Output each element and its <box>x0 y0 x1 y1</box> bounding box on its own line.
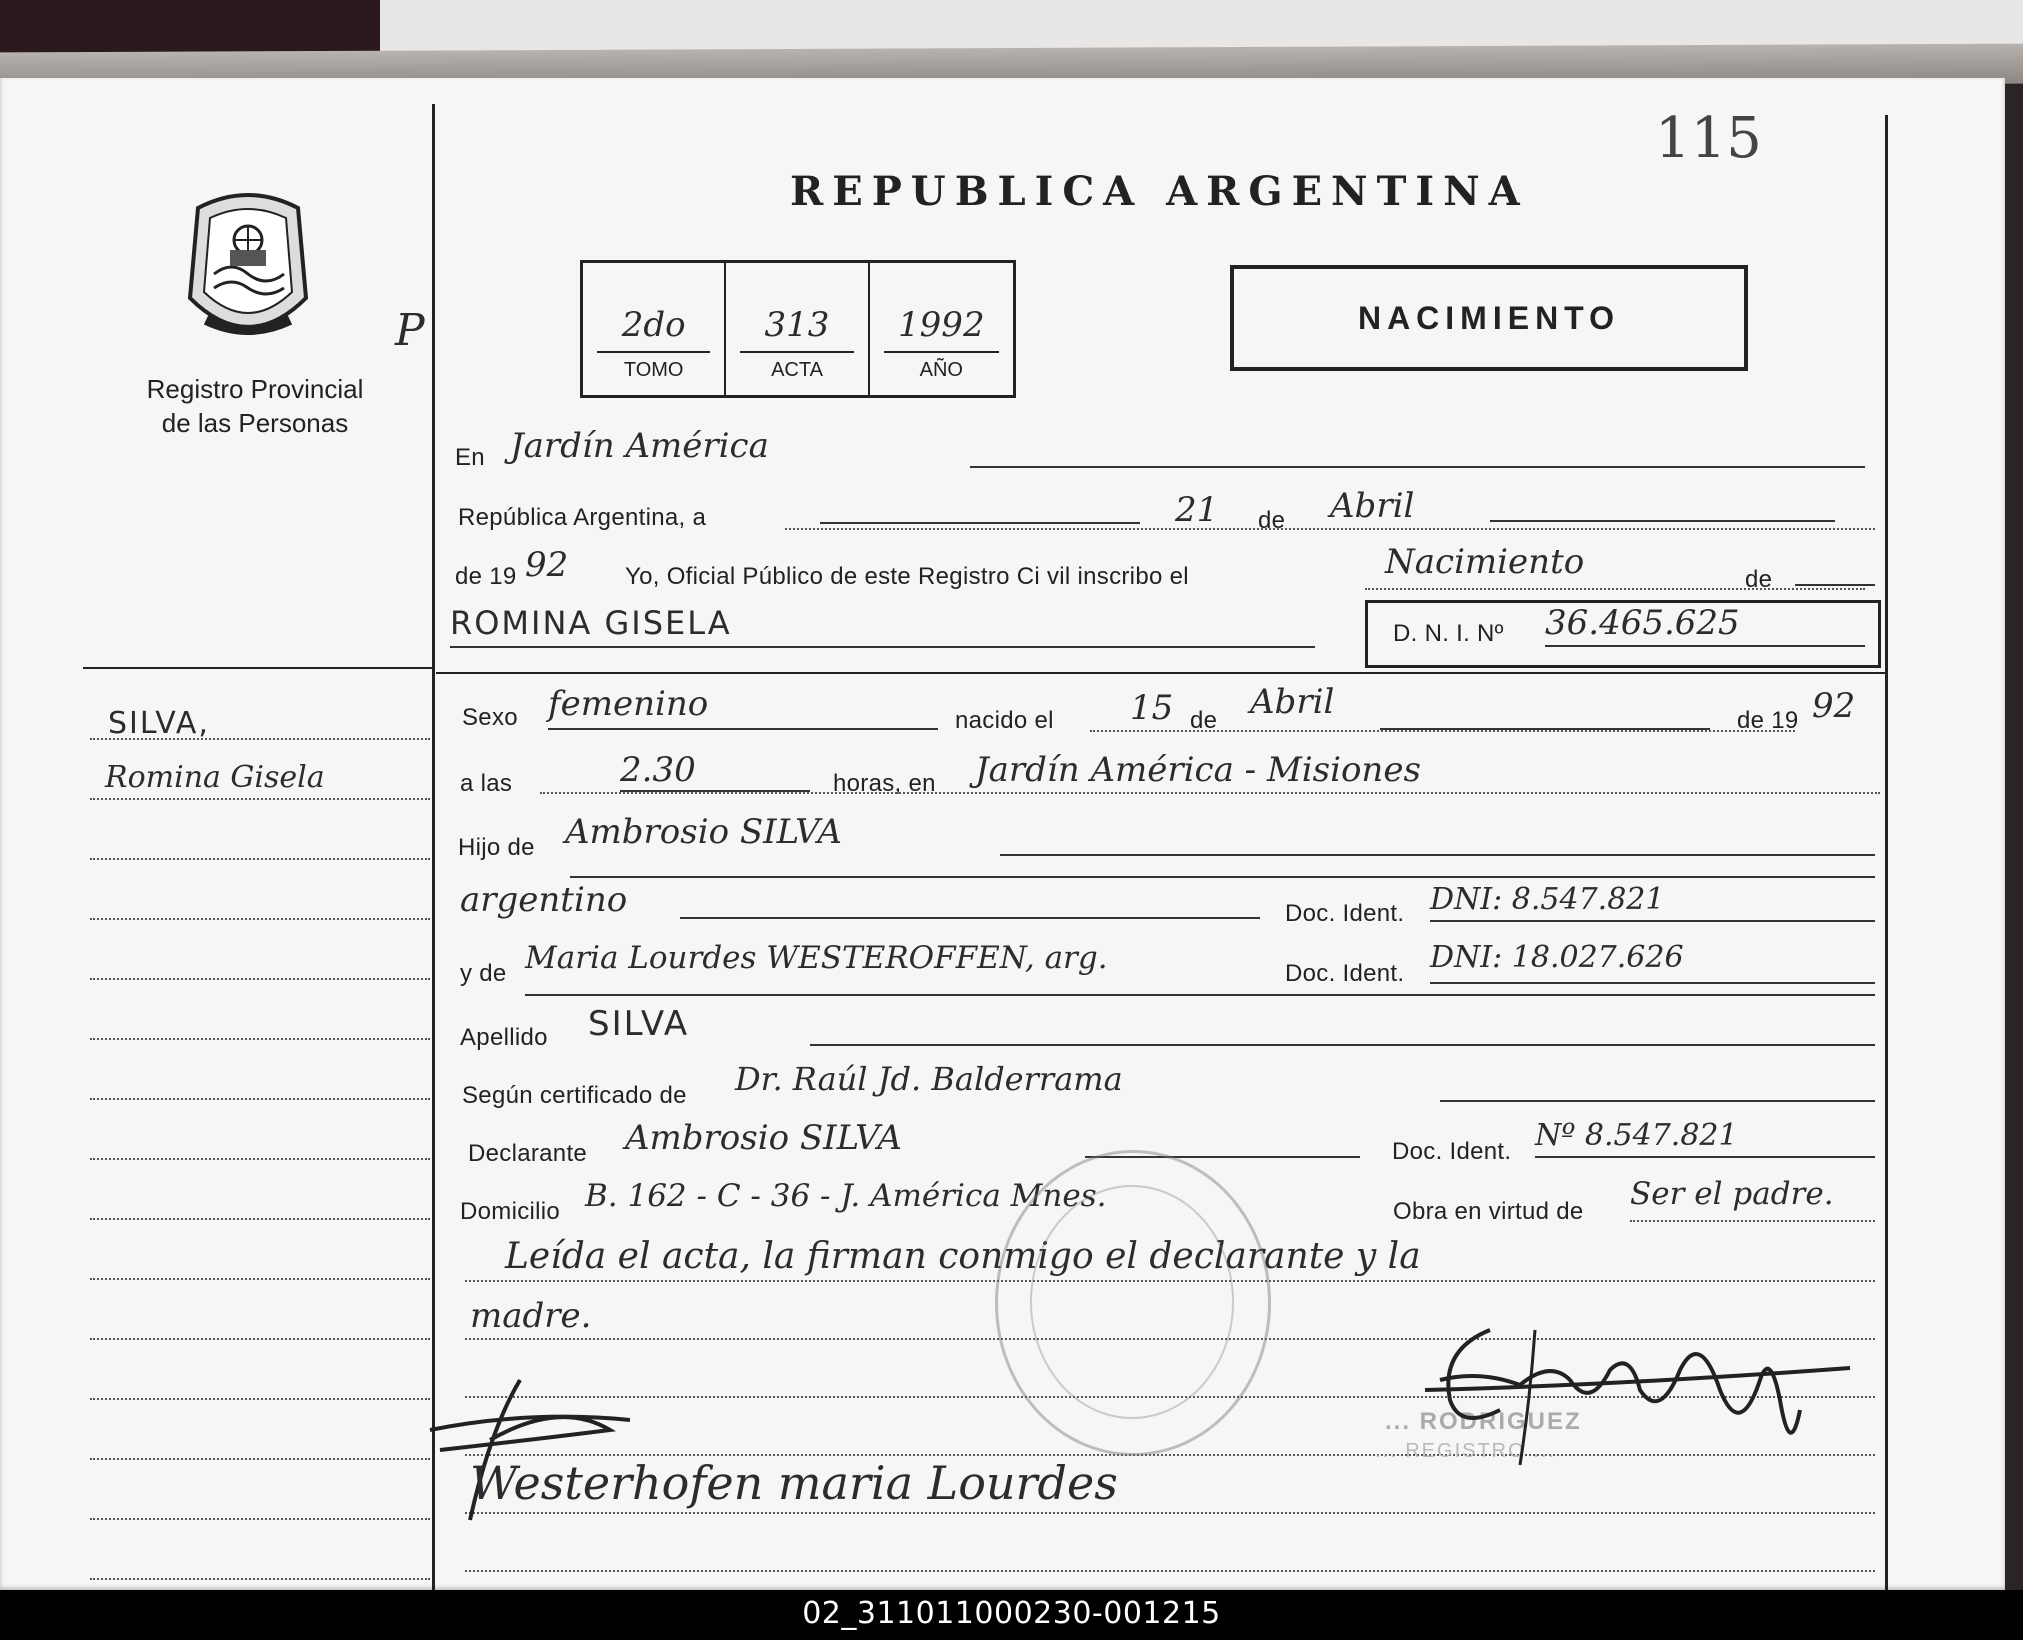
margin-line <box>90 1518 430 1520</box>
official-stamp-inner <box>1030 1185 1234 1419</box>
tomo-cell <box>583 263 726 395</box>
father-doc-value: DNI: 8.547.821 <box>1430 882 1665 917</box>
mother-doc-label: Doc. Ident. <box>1285 960 1405 987</box>
apellido-label: Apellido <box>460 1024 548 1051</box>
inscribo-value: Nacimiento <box>1385 542 1585 582</box>
dni-label: D. N. I. Nº <box>1393 620 1504 647</box>
nacido-label: nacido el <box>955 707 1054 734</box>
page-title: REPUBLICA ARGENTINA <box>790 168 1529 215</box>
domicilio-label: Domicilio <box>460 1198 561 1225</box>
father-doc-label: Doc. Ident. <box>1285 900 1405 927</box>
en-value: Jardín América <box>510 426 769 466</box>
margin-line <box>90 1338 430 1340</box>
anio-label: AÑO <box>919 359 963 381</box>
registrant-name: ROMINA GISELA <box>450 604 732 642</box>
registry-name <box>80 372 430 440</box>
inscribo-label: Yo, Oficial Público de este Registro Ci vil inscribo el <box>625 563 1189 590</box>
margin-line <box>90 1038 430 1040</box>
obra-label: Obra en virtud de <box>1393 1198 1584 1225</box>
obra-value: Ser el padre. <box>1630 1176 1834 1212</box>
registration-month: Abril <box>1330 486 1415 526</box>
acta-value: 313 <box>764 305 830 345</box>
record-type-box: NACIMIENTO <box>1230 265 1748 371</box>
hijo-label: Hijo de <box>458 834 535 861</box>
declarante-doc-value: Nº 8.547.821 <box>1535 1118 1738 1153</box>
folio-number: 115 <box>1655 106 1762 171</box>
dni-value: 36.465.625 <box>1545 603 1740 643</box>
registry-name-line1: Registro Provincial <box>146 374 364 404</box>
mother-doc-value: DNI: 18.027.626 <box>1430 940 1684 975</box>
tomo-value: 2do <box>621 305 686 345</box>
right-border <box>1885 115 1888 1590</box>
father-nationality: argentino <box>460 880 628 920</box>
birth-year: 92 <box>1812 686 1856 726</box>
official-name-seal: ... RODRIGUEZ <box>1385 1408 1582 1435</box>
margin-line <box>90 798 430 800</box>
margin-line <box>90 1458 430 1460</box>
de-label-3: de <box>1190 707 1218 734</box>
a-las-label: a las <box>460 770 513 797</box>
birth-year-prefix: de 19 <box>1737 707 1799 734</box>
de-label-2: de <box>1745 566 1773 593</box>
margin-line <box>90 1578 430 1580</box>
margin-line <box>90 1098 430 1100</box>
provincia-de-misiones-seal-icon <box>178 188 318 346</box>
margin-line <box>90 1398 430 1400</box>
margin-given-names: Romina Gisela <box>105 760 325 795</box>
margin-line <box>90 918 430 920</box>
margin-line <box>90 978 430 980</box>
margin-line <box>90 1158 430 1160</box>
registration-day: 21 <box>1175 490 1219 530</box>
birth-day: 15 <box>1130 688 1174 728</box>
body-line-1: Leída el acta, la firman conmigo el declarante y la <box>505 1236 1421 1277</box>
domicilio-value: B. 162 - C - 36 - J. América Mnes. <box>585 1178 1107 1214</box>
acta-label: ACTA <box>771 359 823 381</box>
y-de-label: y de <box>460 960 507 987</box>
declarante-value: Ambrosio SILVA <box>625 1118 902 1158</box>
apellido-value: SILVA <box>588 1004 690 1044</box>
horas-label: horas, en <box>833 770 936 797</box>
reference-mark: P <box>395 305 425 356</box>
body-line-2: madre. <box>470 1296 592 1336</box>
birth-hour: 2.30 <box>620 750 696 790</box>
birth-month: Abril <box>1250 682 1335 722</box>
official-title-seal: ... REGISTRO ... <box>1375 1440 1556 1462</box>
sexo-value: femenino <box>548 684 709 724</box>
official-signature-icon <box>1420 1290 1860 1470</box>
registration-year: 92 <box>525 545 569 585</box>
mother-name: Maria Lourdes WESTEROFFEN, arg. <box>525 940 1108 976</box>
declarante-doc-label: Doc. Ident. <box>1392 1138 1512 1165</box>
margin-header-rule <box>83 667 433 669</box>
father-name: Ambrosio SILVA <box>565 812 842 852</box>
en-label: En <box>455 444 485 471</box>
margin-line <box>90 1278 430 1280</box>
declarante-label: Declarante <box>468 1140 588 1167</box>
mother-signature: Westerhofen maria Lourdes <box>470 1456 1118 1510</box>
birth-place: Jardín América - Misiones <box>975 750 1421 790</box>
acta-cell <box>726 263 869 395</box>
left-column-divider <box>432 104 435 1590</box>
scan-id-label: 02_311011000230-001215 <box>802 1596 1221 1631</box>
registry-name-line2: de las Personas <box>161 408 349 438</box>
margin-surname: SILVA, <box>108 706 210 741</box>
anio-cell <box>870 263 1013 395</box>
margin-line <box>90 1218 430 1220</box>
margin-line <box>90 858 430 860</box>
year-prefix: de 19 <box>455 563 517 590</box>
republica-label: República Argentina, a <box>458 504 707 531</box>
reference-table <box>580 260 1016 398</box>
certificado-label: Según certificado de <box>462 1082 687 1109</box>
de-label: de <box>1258 507 1286 534</box>
certificado-value: Dr. Raúl Jd. Balderrama <box>735 1060 1123 1098</box>
section-rule <box>436 672 1886 674</box>
sexo-label: Sexo <box>462 704 518 731</box>
tomo-label: TOMO <box>623 359 684 381</box>
anio-value: 1992 <box>898 305 985 345</box>
